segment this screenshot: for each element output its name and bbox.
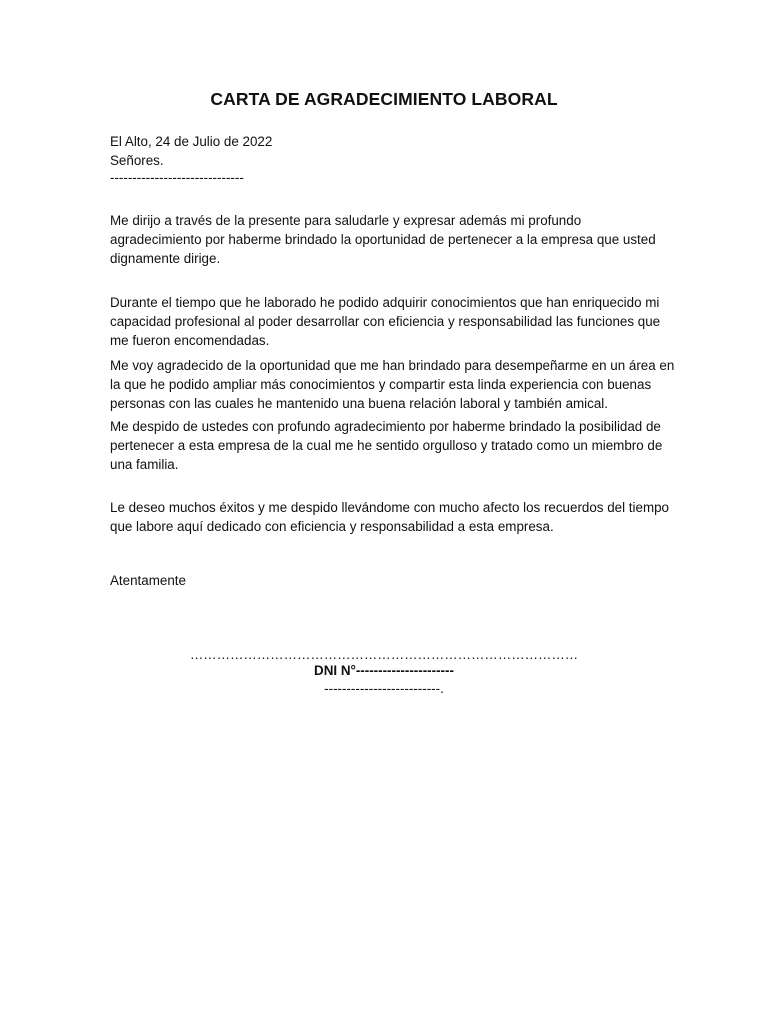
closing: Atentamente <box>110 573 186 588</box>
addressee-line: ------------------------------ <box>110 169 244 185</box>
paragraph-5 <box>110 499 670 537</box>
paragraph-line: personas con las cuales he mantenido una buena relación laboral y también amical. <box>110 395 608 411</box>
paragraph-line: la que he podido ampliar más conocimientos y compartir esta linda experiencia con buenas <box>110 376 652 392</box>
paragraph-line: Me despido de ustedes con profundo agradecimiento por haberme brindado la posibilidad de <box>110 419 661 434</box>
salutation: Señores. <box>110 152 164 168</box>
paragraph-line: Me dirijo a través de la presente para saludarle y expresar además mi profundo <box>110 213 582 228</box>
letter-title: CARTA DE AGRADECIMIENTO LABORAL <box>210 89 558 109</box>
paragraph-line: capacidad profesional al poder desarrollar con eficiencia y responsabilidad las funciones que <box>110 313 661 329</box>
letter-header <box>110 133 662 185</box>
paragraph-2 <box>110 294 662 350</box>
paragraph-3 <box>110 357 675 413</box>
place-date: El Alto, 24 de Julio de 2022 <box>110 134 273 149</box>
signature-extra-line: --------------------------. <box>324 681 444 696</box>
paragraph-4 <box>110 418 662 474</box>
paragraph-line: me fueron encomendadas. <box>110 332 270 348</box>
paragraph-line: dignamente dirige. <box>110 250 221 266</box>
paragraph-line: que labore aquí dedicado con eficiencia y responsabilidad a esta empresa. <box>110 518 554 534</box>
paragraph-line: una familia. <box>110 456 179 472</box>
paragraph-1 <box>110 212 662 268</box>
paragraph-line: Le deseo muchos éxitos y me despido llevándome con mucho afecto los recuerdos del tiempo <box>110 500 670 515</box>
signature-line: …………………………………………………………………………… <box>189 647 579 662</box>
paragraph-line: Durante el tiempo que he laborado he podido adquirir conocimientos que han enriquecido mi <box>110 295 660 310</box>
paragraph-line: agradecimiento por haberme brindado la oportunidad de pertenecer a la empresa que usted <box>110 231 656 247</box>
paragraph-line: pertenecer a esta empresa de la cual me he sentido orgulloso y tratado como un miembro de <box>110 437 663 453</box>
dni-field: DNI N°---------------------- <box>314 663 454 678</box>
paragraph-line: Me voy agradecido de la oportunidad que me han brindado para desempeñarme en un área en <box>110 358 675 373</box>
